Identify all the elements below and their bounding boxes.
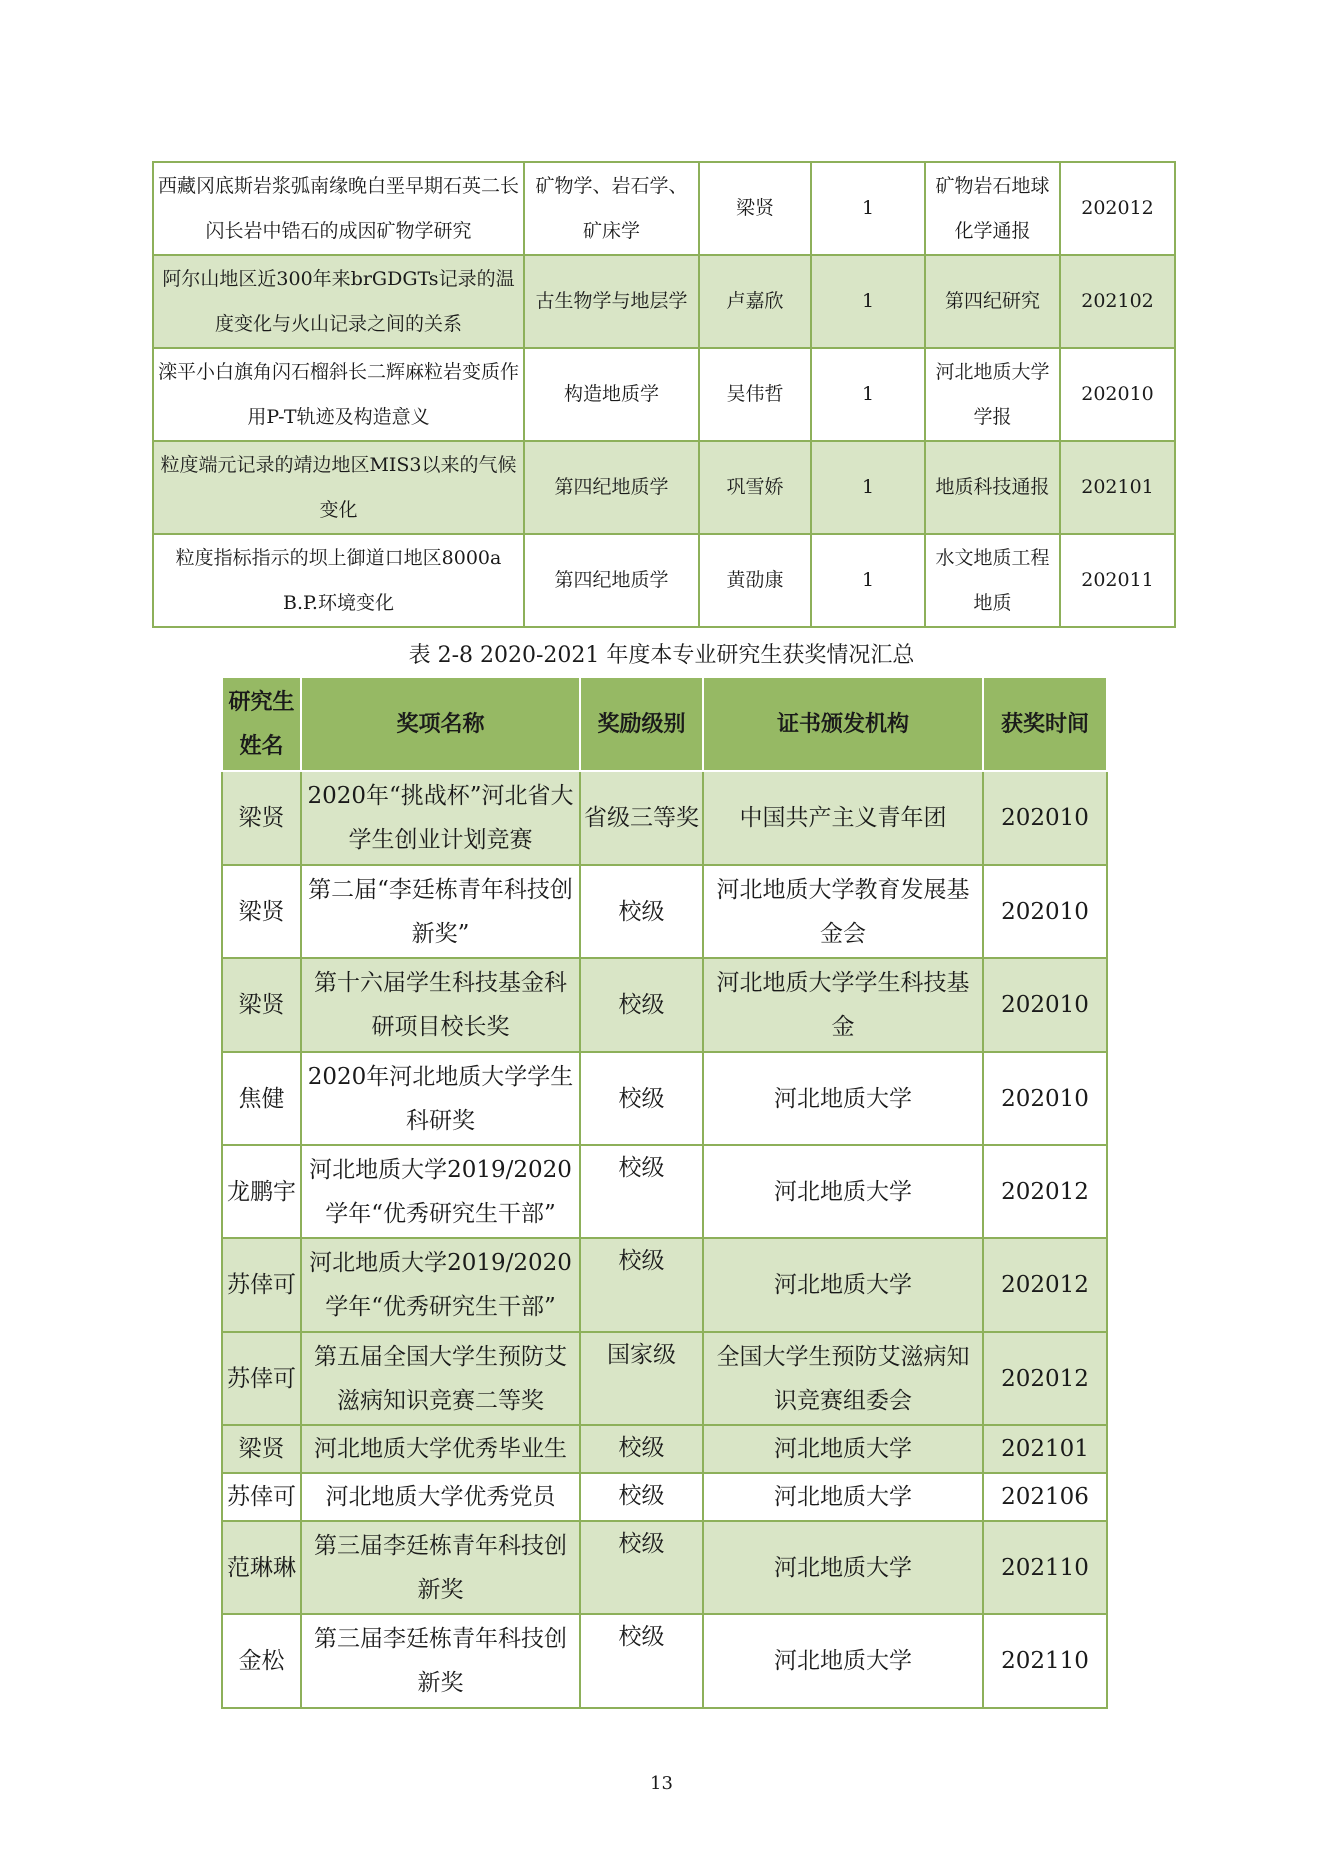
paper-date: 202011 <box>1060 534 1175 627</box>
header-issuer: 证书颁发机构 <box>703 677 983 771</box>
award-level: 校级 <box>580 1052 703 1145</box>
papers-table <box>152 161 1176 628</box>
paper-rank: 1 <box>811 255 925 348</box>
table-row <box>222 771 1107 865</box>
paper-journal: 河北地质大学学报 <box>925 348 1060 441</box>
award-name: 河北地质大学优秀毕业生 <box>301 1425 580 1473</box>
paper-journal: 地质科技通报 <box>925 441 1060 534</box>
award-level: 校级 <box>580 1614 703 1708</box>
award-issuer: 河北地质大学 <box>703 1425 983 1473</box>
table-row <box>222 1145 1107 1238</box>
award-issuer: 河北地质大学 <box>703 1238 983 1332</box>
paper-discipline: 第四纪地质学 <box>524 534 699 627</box>
paper-date: 202101 <box>1060 441 1175 534</box>
award-issuer: 河北地质大学 <box>703 1614 983 1708</box>
header-award: 奖项名称 <box>301 677 580 771</box>
award-name: 2020年河北地质大学学生科研奖 <box>301 1052 580 1145</box>
header-date: 获奖时间 <box>983 677 1107 771</box>
award-issuer: 河北地质大学 <box>703 1473 983 1521</box>
paper-discipline: 古生物学与地层学 <box>524 255 699 348</box>
award-level: 校级 <box>580 1238 703 1332</box>
award-recipient: 范琳琳 <box>222 1521 301 1614</box>
award-date: 202012 <box>983 1145 1107 1238</box>
table-row <box>222 1614 1107 1708</box>
table-row <box>153 162 1175 255</box>
award-level: 校级 <box>580 1145 703 1238</box>
awards-table <box>221 676 1108 1709</box>
paper-date: 202102 <box>1060 255 1175 348</box>
header-level: 奖励级别 <box>580 677 703 771</box>
award-name: 河北地质大学优秀党员 <box>301 1473 580 1521</box>
award-level: 省级三等奖 <box>580 771 703 865</box>
table-row <box>222 1521 1107 1614</box>
award-date: 202110 <box>983 1521 1107 1614</box>
paper-journal: 第四纪研究 <box>925 255 1060 348</box>
award-recipient: 梁贤 <box>222 771 301 865</box>
paper-journal: 矿物岩石地球化学通报 <box>925 162 1060 255</box>
paper-title: 阿尔山地区近300年来brGDGTs记录的温度变化与火山记录之间的关系 <box>153 255 524 348</box>
award-issuer: 河北地质大学 <box>703 1052 983 1145</box>
paper-title: 西藏冈底斯岩浆弧南缘晚白垩早期石英二长闪长岩中锆石的成因矿物学研究 <box>153 162 524 255</box>
award-recipient: 梁贤 <box>222 1425 301 1473</box>
paper-author: 吴伟哲 <box>699 348 811 441</box>
award-date: 202010 <box>983 865 1107 958</box>
paper-author: 卢嘉欣 <box>699 255 811 348</box>
table-row <box>153 348 1175 441</box>
award-issuer: 河北地质大学教育发展基金会 <box>703 865 983 958</box>
award-date: 202106 <box>983 1473 1107 1521</box>
table-header-row <box>222 677 1107 771</box>
paper-rank: 1 <box>811 162 925 255</box>
table-row <box>222 1238 1107 1332</box>
header-name: 研究生姓名 <box>222 677 301 771</box>
award-recipient: 苏倖可 <box>222 1332 301 1425</box>
table-row <box>222 1332 1107 1425</box>
award-name: 第三届李廷栋青年科技创新奖 <box>301 1614 580 1708</box>
table-row <box>222 865 1107 958</box>
paper-date: 202010 <box>1060 348 1175 441</box>
paper-title: 粒度指标指示的坝上御道口地区8000a B.P.环境变化 <box>153 534 524 627</box>
paper-author: 梁贤 <box>699 162 811 255</box>
award-recipient: 龙鹏宇 <box>222 1145 301 1238</box>
award-name: 河北地质大学2019/2020学年“优秀研究生干部” <box>301 1145 580 1238</box>
award-level: 校级 <box>580 958 703 1052</box>
paper-title: 粒度端元记录的靖边地区MIS3以来的气候变化 <box>153 441 524 534</box>
award-date: 202010 <box>983 1052 1107 1145</box>
paper-author: 巩雪娇 <box>699 441 811 534</box>
paper-author: 黄劭康 <box>699 534 811 627</box>
table-row <box>222 1052 1107 1145</box>
award-issuer: 全国大学生预防艾滋病知识竞赛组委会 <box>703 1332 983 1425</box>
table-caption: 表 2-8 2020-2021 年度本专业研究生获奖情况汇总 <box>408 643 915 668</box>
award-name: 2020年“挑战杯”河北省大学生创业计划竞赛 <box>301 771 580 865</box>
award-date: 202012 <box>983 1238 1107 1332</box>
page-number: 13 <box>650 1773 673 1794</box>
award-issuer: 河北地质大学 <box>703 1521 983 1614</box>
paper-date: 202012 <box>1060 162 1175 255</box>
paper-title: 滦平小白旗角闪石榴斜长二辉麻粒岩变质作用P-T轨迹及构造意义 <box>153 348 524 441</box>
award-recipient: 梁贤 <box>222 958 301 1052</box>
award-name: 第十六届学生科技基金科研项目校长奖 <box>301 958 580 1052</box>
award-date: 202101 <box>983 1425 1107 1473</box>
table-row <box>153 441 1175 534</box>
table-row <box>222 958 1107 1052</box>
award-issuer: 中国共产主义青年团 <box>703 771 983 865</box>
paper-discipline: 第四纪地质学 <box>524 441 699 534</box>
award-level: 校级 <box>580 1425 703 1473</box>
award-level: 校级 <box>580 1521 703 1614</box>
award-name: 第五届全国大学生预防艾滋病知识竞赛二等奖 <box>301 1332 580 1425</box>
award-name: 第三届李廷栋青年科技创新奖 <box>301 1521 580 1614</box>
paper-discipline: 矿物学、岩石学、矿床学 <box>524 162 699 255</box>
paper-discipline: 构造地质学 <box>524 348 699 441</box>
award-issuer: 河北地质大学学生科技基金 <box>703 958 983 1052</box>
award-recipient: 苏倖可 <box>222 1238 301 1332</box>
table-row <box>222 1425 1107 1473</box>
paper-rank: 1 <box>811 441 925 534</box>
paper-journal: 水文地质工程地质 <box>925 534 1060 627</box>
award-recipient: 金松 <box>222 1614 301 1708</box>
award-level: 国家级 <box>580 1332 703 1425</box>
table-row <box>153 255 1175 348</box>
award-level: 校级 <box>580 865 703 958</box>
award-issuer: 河北地质大学 <box>703 1145 983 1238</box>
award-recipient: 梁贤 <box>222 865 301 958</box>
award-level: 校级 <box>580 1473 703 1521</box>
paper-rank: 1 <box>811 534 925 627</box>
award-date: 202010 <box>983 958 1107 1052</box>
award-recipient: 焦健 <box>222 1052 301 1145</box>
award-name: 第二届“李廷栋青年科技创新奖” <box>301 865 580 958</box>
award-date: 202010 <box>983 771 1107 865</box>
table-row <box>222 1473 1107 1521</box>
award-name: 河北地质大学2019/2020学年“优秀研究生干部” <box>301 1238 580 1332</box>
award-date: 202110 <box>983 1614 1107 1708</box>
award-recipient: 苏倖可 <box>222 1473 301 1521</box>
table-row <box>153 534 1175 627</box>
paper-rank: 1 <box>811 348 925 441</box>
award-date: 202012 <box>983 1332 1107 1425</box>
